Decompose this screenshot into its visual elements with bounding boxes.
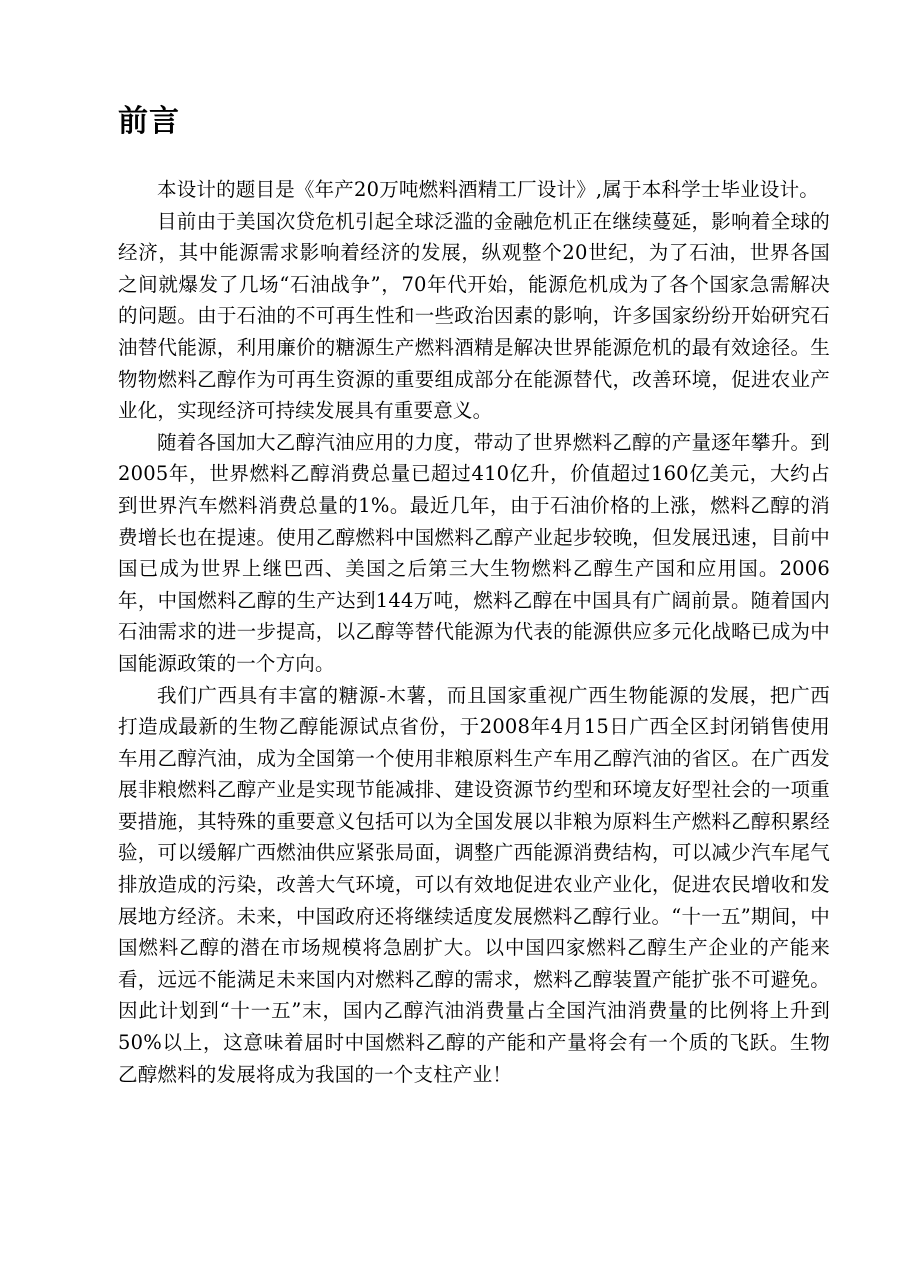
paragraph-world-ethanol: 随着各国加大乙醇汽油应用的力度，带动了世界燃料乙醇的产量逐年攀升。到2005年，世界燃料乙醇消费总量已超过410亿升，价值超过160亿美元，大约占到世界汽车燃料消费总量的1%。最近几年，由于石油价格的上涨，燃料乙醇的消费增长也在提速。使用乙醇燃料中国燃料乙醇产业起步较晚，但发展迅速，目前中国已成为世界上继巴西、美国之后第三大生物燃料乙醇生产国和应用国。2006年，中国燃料乙醇的生产达到144万吨，燃料乙醇在中国具有广阔前景。随着国内石油需求的进一步提高，以乙醇等替代能源为代表的能源供应多元化战略已成为中国能源政策的一个方向。 — [118, 430, 830, 675]
document-body — [118, 174, 830, 1090]
paragraph-intro: 本设计的题目是《年产20万吨燃料酒精工厂设计》,属于本科学士毕业设计。 — [157, 178, 820, 201]
paragraph-energy-crisis: 目前由于美国次贷危机引起全球泛滥的金融危机正在继续蔓延，影响着全球的经济，其中能源需求影响着经济的发展，纵观整个20世纪，为了石油，世界各国之间就爆发了几场“石油战争”，70年代开始，能源危机成为了各个国家急需解决的问题。由于石油的不可再生性和一些政治因素的影响，许多国家纷纷开始研究石油替代能源，利用廉价的糖源生产燃料酒精是解决世界能源危机的最有效途径。生物物燃料乙醇作为可再生资源的重要组成部分在能源替代，改善环境，促进农业产业化，实现经济可持续发展具有重要意义。 — [118, 209, 830, 423]
page-title: 前言 — [118, 104, 180, 139]
paragraph-guangxi: 我们广西具有丰富的糖源-木薯，而且国家重视广西生物能源的发展，把广西打造成最新的生物乙醇能源试点省份，于2008年4月15日广西全区封闭销售使用车用乙醇汽油，成为全国第一个使用非粮原料生产车用乙醇汽油的省区。在广西发展非粮燃料乙醇产业是实现节能减排、建设资源节约型和环境友好型社会的一项重要措施，其特殊的重要意义包括可以为全国发展以非粮为原料生产燃料乙醇积累经验，可以缓解广西燃油供应紧张局面，调整广西能源消费结构，可以减少汽车尾气排放造成的污染，改善大气环境，可以有效地促进农业产业化，促进农民增收和发展地方经济。未来，中国政府还将继续适度发展燃料乙醇行业。“十一五”期间，中国燃料乙醇的潜在市场规模将急剧扩大。以中国四家燃料乙醇生产企业的产能来看，远远不能满足未来国内对燃料乙醇的需求，燃料乙醇装置产能扩张不可避免。因此计划到“十一五”末，国内乙醇汽油消费量占全国汽油消费量的比例将上升到50%以上，这意味着届时中国燃料乙醇的产能和产量将会有一个质的飞跃。生物乙醇燃料的发展将成为我国的一个支柱产业！ — [118, 683, 830, 1086]
